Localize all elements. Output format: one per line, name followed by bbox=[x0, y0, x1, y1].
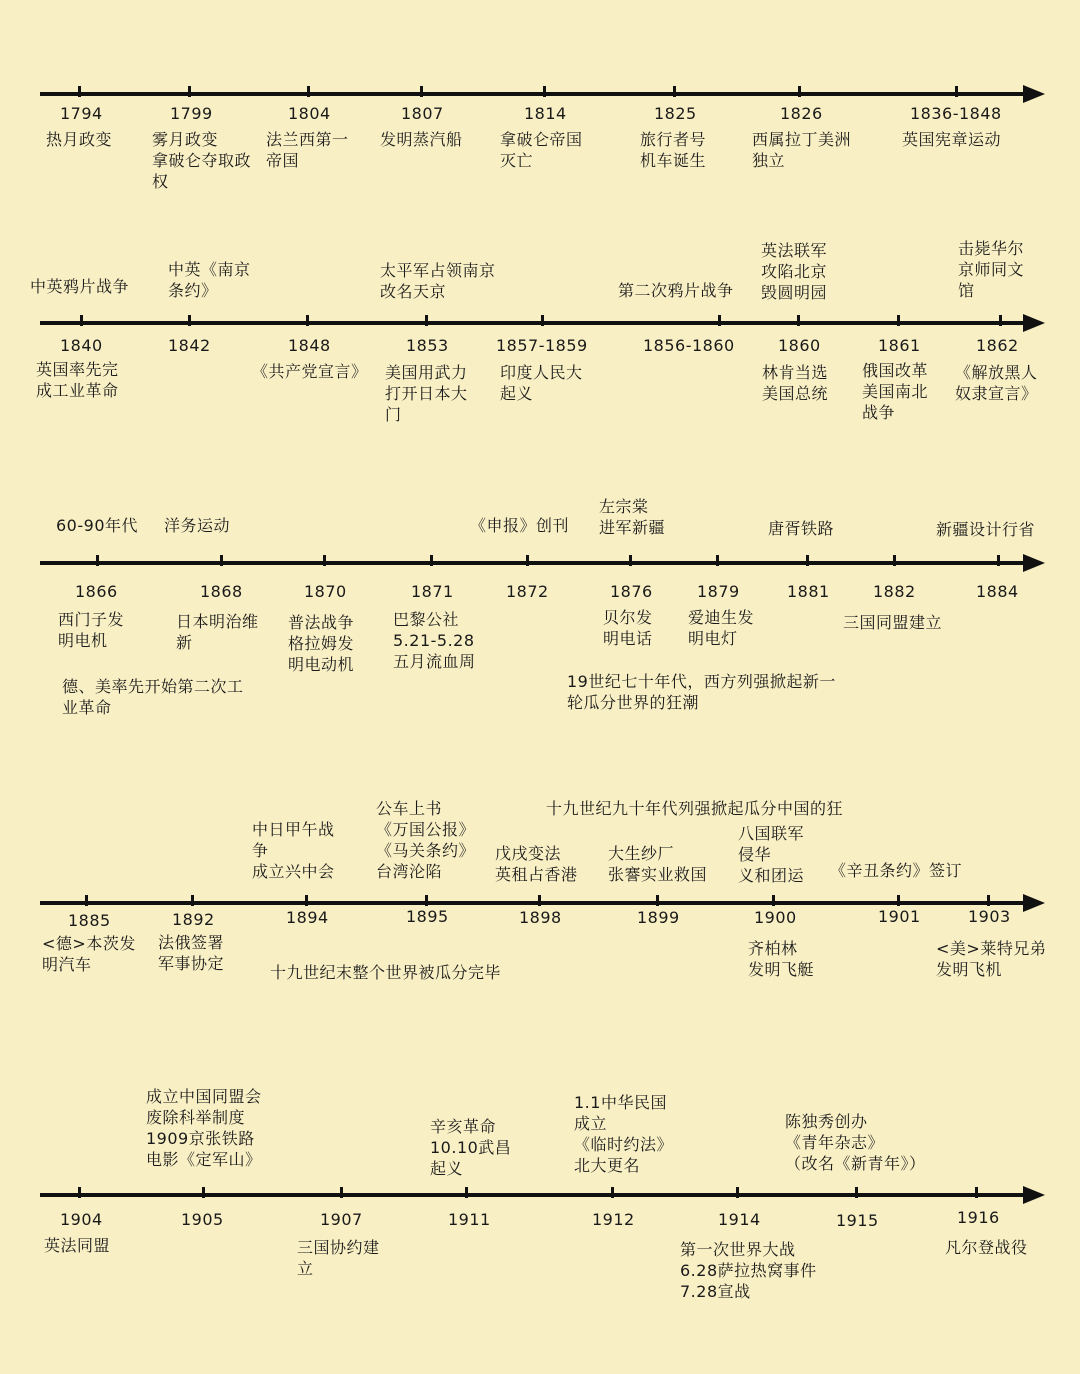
event-label-above: 戊戌变法 英租占香港 bbox=[495, 844, 578, 884]
year-label: 1814 bbox=[524, 104, 567, 123]
event-label-above: 中英鸦片战争 bbox=[30, 277, 130, 296]
year-tick bbox=[80, 315, 83, 326]
year-label: 1871 bbox=[411, 582, 454, 601]
year-tick bbox=[955, 86, 958, 97]
event-label-above: 辛亥革命 10.10武昌 起义 bbox=[430, 1117, 512, 1178]
year-label: 1881 bbox=[787, 582, 830, 601]
year-label: 1807 bbox=[401, 104, 444, 123]
year-tick bbox=[78, 1187, 81, 1198]
event-label-below: 十九世纪末整个世界被瓜分完毕 bbox=[270, 963, 502, 982]
year-label: 1826 bbox=[780, 104, 823, 123]
event-label-above: 中英《南京 条约》 bbox=[168, 260, 251, 300]
year-label: 1911 bbox=[448, 1210, 491, 1229]
event-label-above: 1.1中华民国 成立 《临时约法》 北大更名 bbox=[574, 1093, 674, 1175]
event-label-below: <德>本茨发 明汽车 bbox=[42, 934, 136, 974]
year-label: 1836-1848 bbox=[910, 104, 1002, 123]
year-label: 1872 bbox=[506, 582, 549, 601]
year-tick bbox=[78, 86, 81, 97]
year-tick bbox=[897, 315, 900, 326]
event-label-above: 陈独秀创办 《青年杂志》 （改名《新青年》） bbox=[785, 1112, 926, 1173]
event-label-below: 19世纪七十年代，西方列强掀起新一 轮瓜分世界的狂潮 bbox=[567, 672, 836, 712]
event-label-below: 《解放黑人 奴隶宣言》 bbox=[955, 363, 1038, 403]
event-label-above: 太平军占领南京 改名天京 bbox=[380, 261, 496, 301]
event-label-below: 热月政变 bbox=[46, 130, 113, 149]
year-label: 1794 bbox=[60, 104, 103, 123]
year-label: 1903 bbox=[968, 907, 1011, 926]
year-tick bbox=[323, 555, 326, 566]
year-tick bbox=[656, 895, 659, 906]
year-tick bbox=[188, 315, 191, 326]
year-label: 1895 bbox=[406, 907, 449, 926]
year-tick bbox=[736, 1187, 739, 1198]
year-tick bbox=[541, 315, 544, 326]
event-label-above: 成立中国同盟会 废除科举制度 1909京张铁路 电影《定军山》 bbox=[146, 1087, 262, 1169]
year-label: 1866 bbox=[75, 582, 118, 601]
event-label-below: 三国协约建 立 bbox=[297, 1238, 380, 1278]
year-label: 1876 bbox=[610, 582, 653, 601]
event-label-below: 巴黎公社 5.21-5.28 五月流血周 bbox=[393, 610, 476, 671]
year-tick bbox=[772, 895, 775, 906]
year-tick bbox=[538, 895, 541, 906]
event-label-below: 普法战争 格拉姆发 明电动机 bbox=[288, 613, 355, 674]
year-tick bbox=[975, 1187, 978, 1198]
year-tick bbox=[191, 895, 194, 906]
year-label: 1879 bbox=[697, 582, 740, 601]
event-label-below: 德、美率先开始第二次工 业革命 bbox=[62, 677, 244, 717]
event-label-below: 三国同盟建立 bbox=[843, 613, 943, 632]
event-label-below: 林肯当选 美国总统 bbox=[762, 363, 829, 403]
year-tick bbox=[897, 895, 900, 906]
year-label: 1904 bbox=[60, 1210, 103, 1229]
year-tick bbox=[307, 86, 310, 97]
timeline-axis bbox=[40, 901, 1025, 905]
year-tick bbox=[420, 86, 423, 97]
year-label: 1907 bbox=[320, 1210, 363, 1229]
year-label: 1862 bbox=[976, 336, 1019, 355]
year-tick bbox=[96, 555, 99, 566]
event-label-below: 凡尔登战役 bbox=[945, 1238, 1028, 1257]
event-label-below: 齐柏林 发明飞艇 bbox=[748, 939, 815, 979]
event-label-below: 雾月政变 拿破仑夺取政 权 bbox=[152, 130, 252, 191]
year-label: 1840 bbox=[60, 336, 103, 355]
year-tick bbox=[202, 1187, 205, 1198]
year-tick bbox=[465, 1187, 468, 1198]
year-tick bbox=[306, 315, 309, 326]
year-label: 1804 bbox=[288, 104, 331, 123]
event-label-below: 英国宪章运动 bbox=[902, 130, 1002, 149]
year-label: 1916 bbox=[957, 1208, 1000, 1227]
year-tick bbox=[425, 315, 428, 326]
event-label-above: 公车上书 《万国公报》 《马关条约》 台湾沦陷 bbox=[376, 799, 476, 881]
event-label-below: 西属拉丁美洲 独立 bbox=[752, 130, 852, 170]
event-label-above: 《申报》创刊 bbox=[470, 516, 570, 535]
event-label-below: 第一次世界大战 6.28萨拉热窝事件 7.28宣战 bbox=[680, 1240, 817, 1301]
year-tick bbox=[987, 895, 990, 906]
year-tick bbox=[340, 1187, 343, 1198]
event-label-below: 美国用武力 打开日本大 门 bbox=[385, 363, 468, 424]
year-tick bbox=[611, 1187, 614, 1198]
year-tick bbox=[85, 895, 88, 906]
timeline-axis bbox=[40, 1193, 1025, 1197]
year-label: 1892 bbox=[172, 910, 215, 929]
year-label: 1857-1859 bbox=[496, 336, 588, 355]
year-label: 1905 bbox=[181, 1210, 224, 1229]
year-label: 1899 bbox=[637, 908, 680, 927]
year-label: 1901 bbox=[878, 907, 921, 926]
year-tick bbox=[716, 555, 719, 566]
year-tick bbox=[797, 315, 800, 326]
year-tick bbox=[188, 86, 191, 97]
year-label: 1884 bbox=[976, 582, 1019, 601]
event-label-above: 第二次鸦片战争 bbox=[618, 281, 734, 300]
year-label: 1842 bbox=[168, 336, 211, 355]
event-label-below: 印度人民大 起义 bbox=[500, 363, 583, 403]
year-tick bbox=[798, 86, 801, 97]
year-tick bbox=[673, 86, 676, 97]
event-label-above: 新疆设计行省 bbox=[936, 520, 1036, 539]
year-label: 1861 bbox=[878, 336, 921, 355]
year-label: 1870 bbox=[304, 582, 347, 601]
event-label-below: 贝尔发 明电话 bbox=[603, 608, 653, 648]
year-tick bbox=[425, 895, 428, 906]
event-label-below: 俄国改革 美国南北 战争 bbox=[862, 361, 929, 422]
event-label-above: 英法联军 攻陷北京 毁圆明园 bbox=[761, 241, 828, 302]
timeline-axis bbox=[40, 561, 1025, 565]
event-label-above: 大生纱厂 张謇实业救国 bbox=[608, 844, 708, 884]
year-label: 1868 bbox=[200, 582, 243, 601]
year-label: 1853 bbox=[406, 336, 449, 355]
event-label-below: 发明蒸汽船 bbox=[380, 130, 463, 149]
year-label: 1900 bbox=[754, 908, 797, 927]
event-label-below: 爱迪生发 明电灯 bbox=[688, 608, 755, 648]
year-label: 1912 bbox=[592, 1210, 635, 1229]
event-label-above: 中日甲午战 争 成立兴中会 bbox=[252, 820, 335, 881]
year-label: 1856-1860 bbox=[643, 336, 735, 355]
year-label: 1825 bbox=[654, 104, 697, 123]
year-label: 1914 bbox=[718, 1210, 761, 1229]
year-tick bbox=[220, 555, 223, 566]
year-tick bbox=[997, 555, 1000, 566]
event-label-below: 西门子发 明电机 bbox=[58, 610, 125, 650]
event-label-above: 八国联军 侵华 义和团运 bbox=[738, 824, 805, 885]
event-label-below: 《共产党宣言》 bbox=[252, 362, 368, 381]
year-tick bbox=[629, 555, 632, 566]
year-label: 1860 bbox=[778, 336, 821, 355]
year-label: 1898 bbox=[519, 908, 562, 927]
event-label-above: 《辛丑条约》签订 bbox=[830, 861, 963, 880]
event-label-below: 旅行者号 机车诞生 bbox=[640, 130, 707, 170]
year-label: 1894 bbox=[286, 908, 329, 927]
year-tick bbox=[543, 86, 546, 97]
year-label: 1799 bbox=[170, 104, 213, 123]
event-label-below: 英法同盟 bbox=[44, 1236, 111, 1255]
year-tick bbox=[305, 895, 308, 906]
year-label: 1882 bbox=[873, 582, 916, 601]
event-label-below: 拿破仑帝国 灭亡 bbox=[500, 130, 583, 170]
year-tick bbox=[526, 555, 529, 566]
event-label-below: 法兰西第一 帝国 bbox=[266, 130, 349, 170]
event-label-above: 左宗棠 进军新疆 bbox=[599, 497, 666, 537]
year-tick bbox=[893, 555, 896, 566]
event-label-below: <美>莱特兄弟 发明飞机 bbox=[936, 939, 1047, 979]
event-label-above: 击毙华尔 京师同文 馆 bbox=[958, 239, 1025, 300]
event-label-below: 日本明治维 新 bbox=[176, 612, 259, 652]
year-tick bbox=[430, 555, 433, 566]
event-label-above: 洋务运动 bbox=[164, 516, 231, 535]
event-label-above: 十九世纪九十年代列强掀起瓜分中国的狂 bbox=[546, 799, 844, 818]
event-label-above: 60-90年代 bbox=[56, 516, 138, 535]
year-tick bbox=[855, 1187, 858, 1198]
year-tick bbox=[718, 315, 721, 326]
year-tick bbox=[999, 315, 1002, 326]
event-label-below: 法俄签署 军事协定 bbox=[158, 933, 225, 973]
year-label: 1848 bbox=[288, 336, 331, 355]
event-label-above: 唐胥铁路 bbox=[768, 519, 835, 538]
year-label: 1915 bbox=[836, 1211, 879, 1230]
year-label: 1885 bbox=[68, 911, 111, 930]
year-tick bbox=[806, 555, 809, 566]
event-label-below: 英国率先完 成工业革命 bbox=[36, 360, 119, 400]
